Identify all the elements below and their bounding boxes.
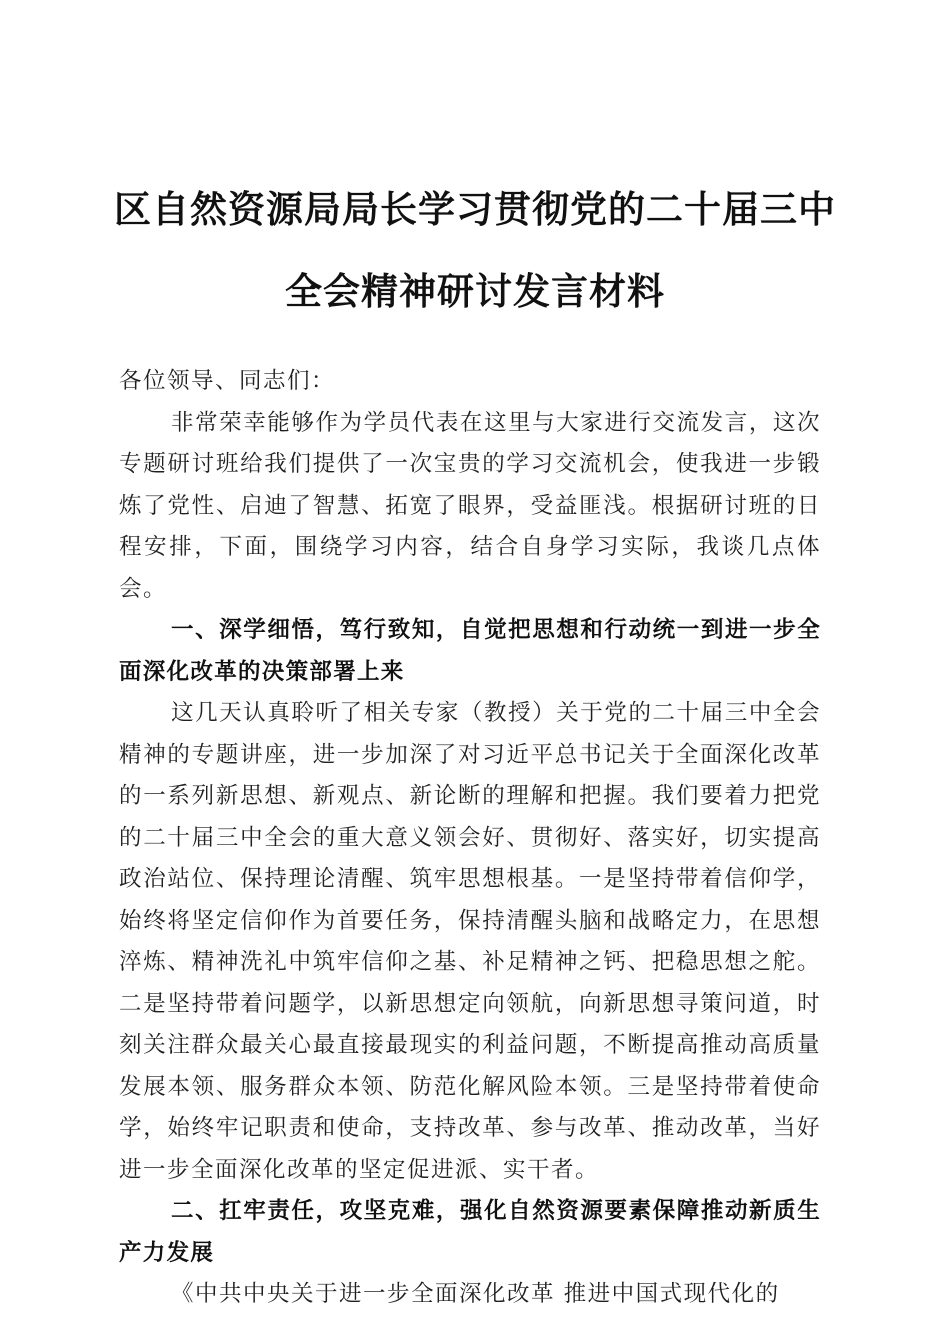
document-body	[119, 361, 821, 1316]
section-1-paragraph: 这几天认真聆听了相关专家（教授）关于党的二十届三中全会精神的专题讲座，进一步加深了对习近平总书记关于全面深化改革的一系列新思想、新观点、新论断的理解和把握。我们要着力把党的二十届三中全会的重大意义领会好、贯彻好、落实好，切实提高政治站位、保持理论清醒、筑牢思想根基。一是坚持带着信仰学，始终将坚定信仰作为首要任务，保持清醒头脑和战略定力，在思想淬炼、精神洗礼中筑牢信仰之基、补足精神之钙、把稳思想之舵。二是坚持带着问题学，以新思想定向领航，向新思想寻策问道，时刻关注群众最关心最直接最现实的利益问题，不断提高推动高质量发展本领、服务群众本领、防范化解风险本领。三是坚持带着使命学，始终牢记职责和使命，支持改革、参与改革、推动改革，当好进一步全面深化改革的坚定促进派、实干者。	[119, 700, 821, 1183]
section-2-paragraph: 《中共中央关于进一步全面深化改革 推进中国式现代化的	[171, 1281, 780, 1307]
greeting: 各位领导、同志们：	[119, 368, 336, 394]
section-1-heading: 一、深学细悟，笃行致知，自觉把思想和行动统一到进一步全面深化改革的决策部署上来	[119, 617, 821, 685]
intro-paragraph: 非常荣幸能够作为学员代表在这里与大家进行交流发言，这次专题研讨班给我们提供了一次宝贵的学习交流机会，使我进一步锻炼了党性、启迪了智慧、拓宽了眼界，受益匪浅。根据研讨班的日程安排，下面，围绕学习内容，结合自身学习实际，我谈几点体会。	[119, 409, 821, 602]
section-2-heading: 二、扛牢责任，攻坚克难，强化自然资源要素保障推动新质生产力发展	[119, 1198, 821, 1266]
document-title: 区自然资源局局长学习贯彻党的二十届三中全会精神研讨发言材料	[114, 187, 836, 313]
